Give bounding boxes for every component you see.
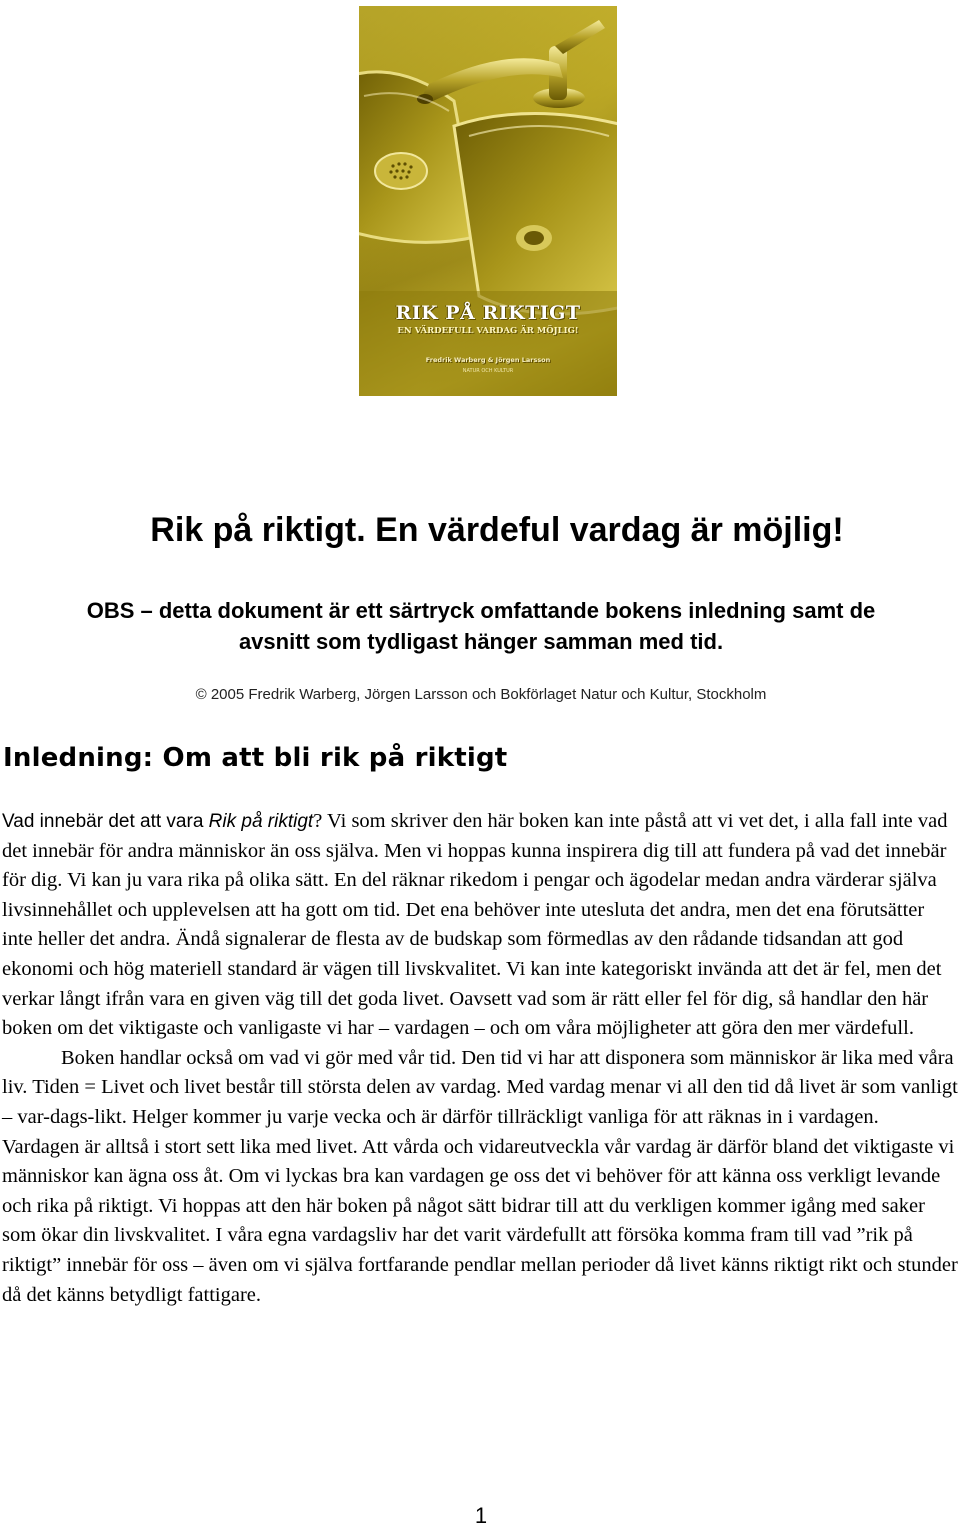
- cover-subtitle: EN VÄRDEFULL VARDAG ÄR MÖJLIG!: [397, 326, 579, 336]
- body-text: [2, 807, 960, 1310]
- obs-note: [0, 595, 960, 657]
- paragraph-1: [2, 807, 960, 1044]
- cover-title: RIK PÅ RIKTIGT: [395, 302, 581, 324]
- section-heading: Inledning: Om att bli rik på riktigt: [3, 743, 508, 773]
- copyright-icon: ©: [195, 686, 207, 703]
- cover-publisher: NATUR OCH KULTUR: [462, 368, 514, 374]
- copyright-text: 2005 Fredrik Warberg, Jörgen Larsson och Bokförlaget Natur och Kultur, Stockholm: [210, 686, 767, 703]
- book-cover-image: [359, 6, 617, 396]
- obs-note-line-1: OBS – detta dokument är ett särtryck omfattande bokens inledning samt de: [86, 598, 876, 623]
- paragraph-1-lead: Vad innebär det att vara: [2, 811, 209, 832]
- paragraph-2: Boken handlar också om vad vi gör med vår tid. Den tid vi har att disponera som människor är lika med våra liv. Tiden = Livet och livet består till största delen av vardag. Med vardag menar vi all den tid då livet är som vanligt – var-dags-likt. Helger kommer ju varje vecka och är därför tillräckligt vanliga för att räknas in i vardagen. Vardagen är alltså i stort sett lika med livet. Att vårda och vidareutveckla vår vardag är därför bland det viktigaste vi människor kan ägna oss åt. Om vi lyckas bra kan vardagen ge oss det vi behöver för att känna oss verkligt levande och rika på riktigt. Vi hoppas att den här boken på något sätt bidrar till att du verkligen kommer igång med saker som ökar din livskvalitet. I våra egna vardagsliv har det varit värdefullt att försöka komma fram till vad ”rik på riktigt” innebär för oss – även om vi själva fortfarande pendlar mellan perioder då livet känns riktigt rikt och stunder då det känns betydligt fattigare.: [2, 1046, 958, 1306]
- paragraph-1-lead-italic: Rik på riktigt: [208, 811, 314, 832]
- document-title: Rik på riktigt. En värdeful vardag är möjlig!: [150, 511, 844, 549]
- obs-note-line-2: avsnitt som tydligast hänger samman med tid.: [238, 629, 724, 654]
- page-number: 1: [474, 1503, 488, 1528]
- cover-authors: Fredrik Warberg & Jörgen Larsson: [425, 356, 551, 364]
- sink-illustration: [359, 6, 617, 396]
- copyright-notice: [0, 684, 960, 706]
- paragraph-1-rest: ? Vi som skriver den här boken kan inte påstå att vi vet det, i alla fall inte vad det innebär för andra människor än oss själva. Men vi hoppas kunna inspirera dig till att fundera på vad det innebär för dig. Vi kan ju vara rika på olika sätt. En del räknar rikedom i pengar och ägodelar medan andra värderar själva livsinnehållet och upplevelsen att ha gott om tid. Det ena behöver inte utesluta det andra, men det ena förutsätter inte heller det andra. Ändå signalerar de flesta av de budskap som förmedlas av den rådande tidsandan att god ekonomi och hög materiell standard är vägen till livskvalitet. Vi kan inte kategoriskt invända att det är fel, men det verkar långt ifrån vara en given väg till det goda livet. Oavsett vad som är rätt eller fel för dig, så handlar den här boken om det viktigaste och vanligaste vi har – vardagen – och om våra möjligheter att göra den mer värdefull.: [2, 810, 948, 1040]
